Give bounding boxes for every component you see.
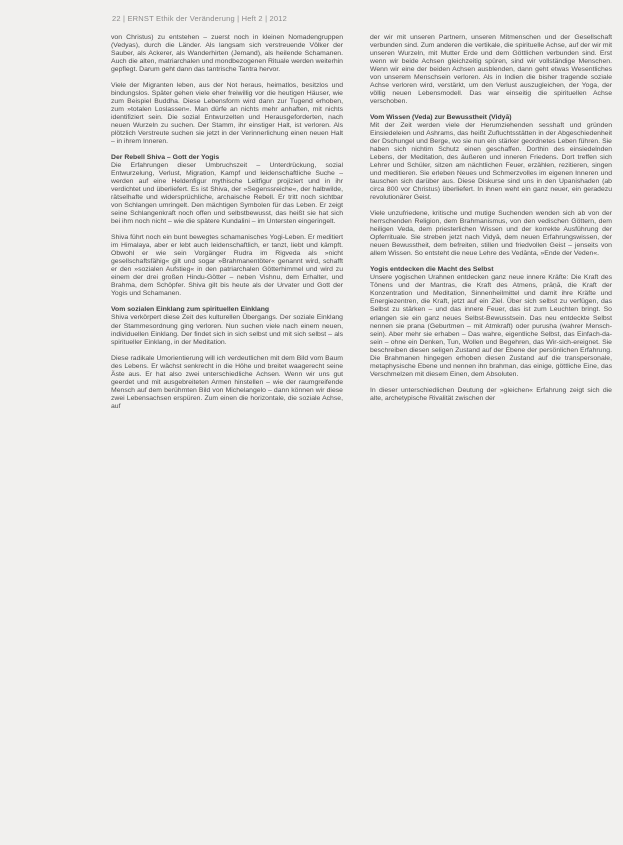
section-heading: Vom Wissen (Veda) zur Bewusstheit (Vidyā) xyxy=(370,114,512,122)
paragraph: Unsere yogischen Urahnen entdecken ganz neue innere Kräfte: Die Kraft des Tönens und der Mantras, die Kraft des Atmens, prāṇā, die Kraft der Konzentration und Meditation, Sinnenheilmittel und damit ihre Kräfte und Energiezentren, die Kraft, jetzt auf ein Ziel. Über sich selbst zu verfügen, das Selbst zu stärken – und das innere Feuer, das ist zum Leuchten bringt. So erlangen sie ein ganz neues Selbst-Bewusstsein. Das neu entdeckte Selbst nennen sie prana (Geburtmen – mit Atmkraft) oder purusha (wahrer Mensch-sein). Aber mehr sie erhaben – Das wahre, eigentliche Selbst, das Einfach-da-sein – ohne ein Denken, Tun, Wollen und Begehren, das Wir-sich-ereignet. Sie beschreiben diesen seligen Zustand auf der Ebene der persönlichen Erfahrung. Die Brahmanen hingegen erhoben diesen Zustand auf die transpersonale, metaphysische Ebene und nennen ihn brahman, das einige, göttliche Eine, das Verschmelzen mit diesem Einen, dem Absoluten. xyxy=(370,274,612,378)
left-column xyxy=(111,34,343,419)
paragraph: Die Erfahrungen dieser Umbruchszeit – Unterdrückung, sozial Entwurzelung, Verlust, Migration, Kampf und leidenschaftliche Suche – werden auf eine Heldenfigur mythische Leitfigur projiziert und in ihr verdichtet und überliefert. Es ist Shiva, der »Segenssreiche«, der halbwilde, rätselhafte und widersprüchliche, archaische Rebell. Er tritt noch sichtbar von Schlangen umringelt. Den mächtigen Symbolen für das Leben. Er zeigt seine Schlangenkraft noch offen und selbstbewusst, das heißt sie hat sich bei ihm noch nicht – wie die spätere Kundalini – im Untersten eingeringelt. xyxy=(111,162,343,226)
section-heading: Der Rebell Shiva – Gott der Yogis xyxy=(111,154,220,162)
paragraph: Viele unzufriedene, kritische und mutige Suchenden wenden sich ab von der herrschenden Religion, dem Brahmanismus, von den vedischen Göttern, dem heiligen Veda, dem priesterlichen Wissen und der korrekte Ausführung der Opferrituale. Sie streben jetzt nach Vidyā, dem neuen Erfahrungswissen, der neuen Bewusstheit, dem befreiten, stillen und friedvollen Geist – jenseits von allem Wissen. So entsteht die neue Lehre des Vedānta, »Ende der Veden«. xyxy=(370,210,612,258)
section-heading: Yogis entdecken die Macht des Selbst xyxy=(370,266,494,274)
paragraph: Shiva führt noch ein bunt bewegtes schamanisches Yogi-Leben. Er meditiert im Himalaya, aber er lebt auch leidenschaftlich, er tanzt, liebt und kämpft. Obwohl er wie sein Vorgänger Rudra im Rigveda als »nicht gesellschaftsfähig« gilt und sogar »Brahmanentöter« genannt wird, schafft er den »sozialen Aufstieg« in den patriarchalen Götterhimmel und wird zu einem der drei großen Hindu-Götter – neben Vishnu, dem Erhalter, und Brahma, dem Schöpfer. Shiva gilt bis heute als der Urvater und Gott der Yogis und Schamanen. xyxy=(111,234,343,298)
paragraph: von Christus) zu entstehen – zuerst noch in kleinen Nomadengruppen (Vedyas), durch die Länder. Als langsam sich verstreuende Völker der Sauber, als Ackerer, als Wanderhirten (Jemand), als heilende Schamanen. Auch die alten, matriarchalen und mondbezogenen Rituale werden weiterhin gepflegt. Darum geht dann das tantrische Tantra hervor. xyxy=(111,34,343,74)
paragraph: Viele der Migranten leben, aus der Not heraus, heimatlos, besitzlos und bindungslos. Später gehen viele eher freiwillig vor die heutigen Häuser, wie zum Beispiel Buddha. Diese Lebensform wird dann zur Tugend erhoben, zum »totalen Loslassen«. Man dürfe an nichts mehr anhaften, mit nichts identifiziert sein. Die sozial Entwurzelten und Herausgeforderten, nach neuen Wurzeln zu suchen. Der Stamm, ihr einstiger Halt, ist verloren. Als plötzlich Verstreute suchen sie jetzt in der Verinnerlichung einen neuen Halt – in ihrem Inneren. xyxy=(111,82,343,146)
paragraph: Diese radikale Umorientierung will ich verdeutlichen mit dem Bild vom Baum des Lebens. Er wächst senkrecht in die Höhe und breitet waagerecht seine Äste aus. Er hat also zwei unterschiedliche Achsen. Wenn wir uns gut geerdet und mit ausgebreiteten Armen hinstellen – wie der raumgreifende Mensch auf dem berühmten Bild von Michelangelo – dann können wir diese zwei Lebensachsen erspüren. Zum einen die horizontale, die soziale Achse, auf xyxy=(111,354,343,410)
right-column xyxy=(370,34,612,411)
paragraph: Shiva verkörpert diese Zeit des kulturellen Übergangs. Der soziale Einklang der Stammesordnung ging verloren. Nun suchen viele nach einem neuen, individuellen Einklang. Der findet sich in sich selbst und mit sich selbst – als spiritueller Einklang, in der Meditation. xyxy=(111,314,343,346)
page-header: 22 | ERNST Ethik der Veränderung | Heft 2 | 2012 xyxy=(112,14,287,23)
paragraph: der wir mit unseren Partnern, unseren Mitmenschen und der Gesellschaft verbunden sind. Zum anderen die vertikale, die spirituelle Achse, auf der wir mit unseren Wurzeln, mit Mutter Erde und dem Göttlichen verbunden sind. Erst wenn wir beide Achsen gleichzeitig spüren, sind wir vollständige Menschen. Wenn wir eine der beiden Achsen ausblenden, dann geht etwas Wesentliches von unserem Menschsein verloren. Als in Indien die bisher tragende soziale Achse verloren wird, verstärkt, um den Verlust auszugleichen, der Yoga, der völlig neuen Lebensmodell. Das war einseitig die spirituellen Achse verschoben. xyxy=(370,34,612,106)
section-heading: Vom sozialen Einklang zum spirituellen Einklang xyxy=(111,306,270,314)
paragraph: In dieser unterschiedlichen Deutung der »gleichen« Erfahrung zeigt sich die alte, archetypische Rivalität zwischen der xyxy=(370,386,612,402)
paragraph: Mit der Zeit werden viele der Herumziehenden sesshaft und gründen Einsiedeleien und Ashrams, das heißt Zufluchtsstätten in der Abgeschiedenheit der Dschungel und Berge, wo sie nun ein stärker geordnetes Leben führen. Sie haben sich nichtim Schutz einen geschaffen. Dorthin des einsiedelnden Lebens, der Meditation, des äußeren und inneren Friedens. Dort treffen sich Lehrer und Schüler, sitzen am nächtlichen Feuer, erzählen, rezitieren, singen und meditieren. Sie erleben Neues und Schmerzvolles im eigenen Inneren und tauschen sich darüber aus. Diese Diskurse sind uns in den Upanishaden (ab circa 800 vor Christus) überliefert. In ihnen weht ein ganz neuer, ein geradezu revolutionärer Geist. xyxy=(370,122,612,202)
